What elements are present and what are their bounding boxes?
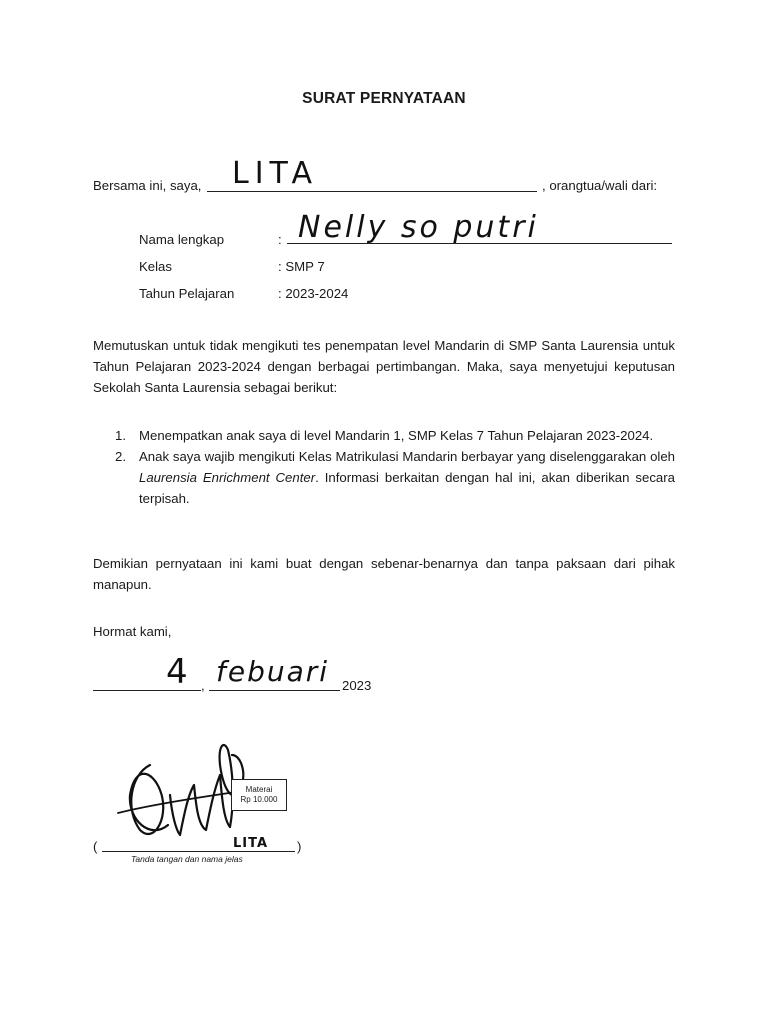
intro-suffix: , orangtua/wali dari: (542, 178, 658, 193)
signature-name-handwritten: LITA (233, 836, 269, 851)
student-class-label: Kelas (139, 259, 172, 274)
regards-text: Hormat kami, (93, 624, 172, 639)
parent-name-handwritten: LITA (232, 156, 319, 191)
closing-paragraph: Demikian pernyataan ini kami buat dengan sebenar-benarnya dan tanpa paksaan dari pihak manapun. (93, 556, 675, 592)
decision-text: Menempatkan anak saya di level Mandarin 1, SMP Kelas 7 Tahun Pelajaran 2023-2024. (139, 428, 654, 443)
decision-text-before: Anak saya wajib mengikuti Kelas Matrikulasi Mandarin berbayar yang diselenggarakan oleh (139, 449, 675, 464)
stamp-line-1: Materai (245, 785, 273, 794)
signature-caption: Tanda tangan dan nama jelas (131, 854, 243, 864)
document-title: SURAT PERNYATAAN (302, 90, 466, 107)
student-class-value: : SMP 7 (278, 259, 325, 274)
date-month-handwritten: febuari (216, 655, 330, 688)
signature-open-paren: ( (93, 839, 98, 854)
student-name-handwritten: Nelly so putri (298, 210, 539, 245)
date-month-line (209, 690, 340, 691)
decision-list (93, 425, 675, 509)
signature-line (102, 851, 295, 852)
stamp-line-2: Rp 10.000 (240, 795, 278, 804)
body-paragraph: Memutuskan untuk tidak mengikuti tes penempatan level Mandarin di SMP Santa Laurensia untuk Tahun Pelajaran 2023-2024 dengan berbagai pertimbangan. Maka, saya menyetujui keputusan Sekolah Santa Laurensia sebagai berikut: (93, 338, 675, 395)
student-year-value: : 2023-2024 (278, 286, 349, 301)
student-name-colon: : (278, 232, 282, 247)
decision-number: 2. (115, 449, 126, 464)
date-day-handwritten: 4 (166, 652, 190, 692)
student-name-label: Nama lengkap (139, 232, 225, 247)
intro-prefix: Bersama ini, saya, (93, 178, 202, 193)
decision-text-italic: Laurensia Enrichment Center (139, 470, 316, 485)
parent-name-line (207, 191, 537, 192)
date-comma: , (201, 678, 205, 693)
decision-number: 1. (115, 428, 126, 443)
date-year: 2023 (342, 678, 372, 693)
stamp-box (231, 779, 287, 811)
decision-text-after: . Informasi berkaitan dengan hal ini, akan diberikan secara terpisah. (139, 470, 675, 506)
signature-close-paren: ) (297, 839, 302, 854)
student-year-label: Tahun Pelajaran (139, 286, 235, 301)
decision-item (93, 446, 675, 509)
decision-item (93, 425, 675, 446)
